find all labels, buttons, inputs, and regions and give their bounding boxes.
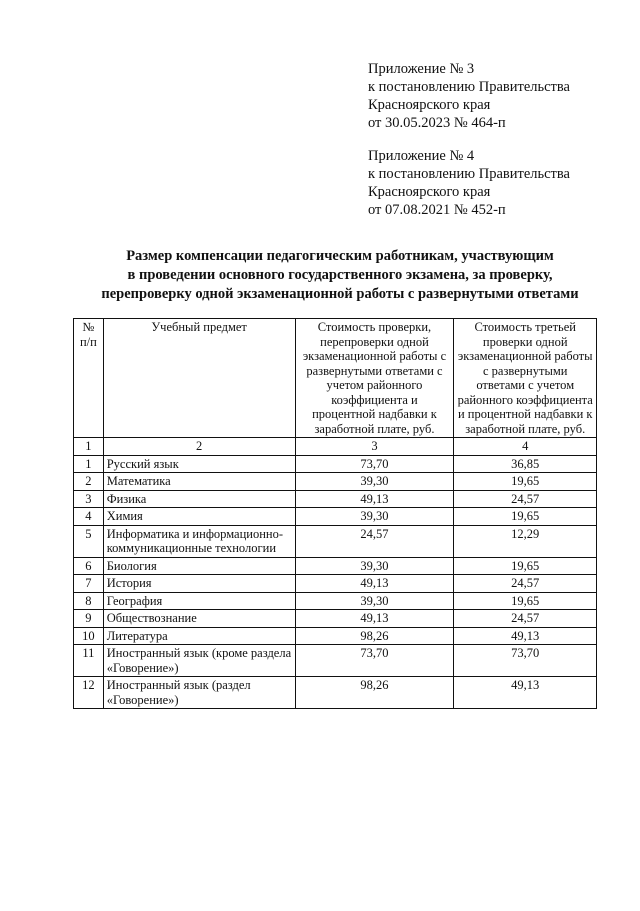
row-third-check-cost: 19,65 — [454, 473, 597, 491]
row-subject: Иностранный язык (кроме раздела «Говорение») — [103, 645, 295, 677]
row-number: 8 — [74, 592, 104, 610]
table-row — [74, 645, 597, 677]
appendix-line: Приложение № 3 — [368, 61, 475, 77]
header-third-check-cost: Стоимость третьей проверки одной экзаменационной работы с развернутыми ответами с учетом районного коэффициента и процентной надбавки к заработной плате, руб. — [454, 319, 597, 438]
row-check-cost: 73,70 — [295, 455, 454, 473]
table-row — [74, 677, 597, 709]
row-third-check-cost: 49,13 — [454, 677, 597, 709]
row-check-cost: 98,26 — [295, 627, 454, 645]
appendix-line: от 30.05.2023 № 464-п — [368, 115, 506, 131]
row-third-check-cost: 12,29 — [454, 525, 597, 557]
row-check-cost: 49,13 — [295, 490, 454, 508]
title-line: в проведении основного государственного экзамена, за проверку, — [127, 267, 553, 283]
column-number: 2 — [103, 438, 295, 456]
row-number: 11 — [74, 645, 104, 677]
header-number: № п/п — [74, 319, 104, 438]
row-check-cost: 39,30 — [295, 508, 454, 526]
title-line: Размер компенсации педагогическим работникам, участвующим — [126, 248, 554, 264]
row-third-check-cost: 36,85 — [454, 455, 597, 473]
row-subject: География — [103, 592, 295, 610]
appendix-line: к постановлению Правительства — [368, 166, 570, 182]
row-number: 9 — [74, 610, 104, 628]
row-check-cost: 39,30 — [295, 592, 454, 610]
table-header-row — [74, 319, 597, 438]
row-third-check-cost: 24,57 — [454, 610, 597, 628]
compensation-table — [73, 318, 597, 709]
row-subject: Математика — [103, 473, 295, 491]
row-check-cost: 39,30 — [295, 557, 454, 575]
row-subject: История — [103, 575, 295, 593]
row-third-check-cost: 19,65 — [454, 592, 597, 610]
row-subject: Биология — [103, 557, 295, 575]
appendix-4-header — [368, 147, 570, 219]
document-title — [60, 247, 620, 304]
appendix-3-header — [368, 60, 570, 132]
row-third-check-cost: 73,70 — [454, 645, 597, 677]
column-number: 3 — [295, 438, 454, 456]
row-subject: Литература — [103, 627, 295, 645]
row-subject: Обществознание — [103, 610, 295, 628]
row-subject: Химия — [103, 508, 295, 526]
table-row — [74, 592, 597, 610]
header-check-cost: Стоимость проверки, перепроверки одной экзаменационной работы с развернутыми ответами с учетом районного коэффициента и процентной надбавки к заработной плате, руб. — [295, 319, 454, 438]
row-check-cost: 39,30 — [295, 473, 454, 491]
appendix-line: к постановлению Правительства — [368, 79, 570, 95]
row-third-check-cost: 24,57 — [454, 575, 597, 593]
title-line: перепроверку одной экзаменационной работы с развернутыми ответами — [101, 286, 579, 302]
row-subject: Информатика и информационно-коммуникационные технологии — [103, 525, 295, 557]
column-number: 4 — [454, 438, 597, 456]
appendix-line: Красноярского края — [368, 97, 491, 113]
row-third-check-cost: 19,65 — [454, 557, 597, 575]
table-row — [74, 525, 597, 557]
row-check-cost: 24,57 — [295, 525, 454, 557]
appendix-line: Красноярского края — [368, 184, 491, 200]
table-row — [74, 473, 597, 491]
row-number: 6 — [74, 557, 104, 575]
row-subject: Русский язык — [103, 455, 295, 473]
row-number: 4 — [74, 508, 104, 526]
row-number: 2 — [74, 473, 104, 491]
row-check-cost: 73,70 — [295, 645, 454, 677]
table-row — [74, 490, 597, 508]
table-row — [74, 455, 597, 473]
column-number: 1 — [74, 438, 104, 456]
appendix-line: Приложение № 4 — [368, 148, 475, 164]
row-number: 3 — [74, 490, 104, 508]
table-row — [74, 557, 597, 575]
row-number: 5 — [74, 525, 104, 557]
row-third-check-cost: 19,65 — [454, 508, 597, 526]
row-number: 1 — [74, 455, 104, 473]
table-row — [74, 508, 597, 526]
row-check-cost: 98,26 — [295, 677, 454, 709]
header-subject: Учебный предмет — [103, 319, 295, 438]
column-number-row — [74, 438, 597, 456]
row-check-cost: 49,13 — [295, 575, 454, 593]
row-subject: Физика — [103, 490, 295, 508]
table-row — [74, 610, 597, 628]
row-number: 12 — [74, 677, 104, 709]
row-subject: Иностранный язык (раздел «Говорение») — [103, 677, 295, 709]
row-check-cost: 49,13 — [295, 610, 454, 628]
table-row — [74, 627, 597, 645]
table-row — [74, 575, 597, 593]
row-third-check-cost: 24,57 — [454, 490, 597, 508]
row-number: 10 — [74, 627, 104, 645]
row-number: 7 — [74, 575, 104, 593]
row-third-check-cost: 49,13 — [454, 627, 597, 645]
appendix-line: от 07.08.2021 № 452-п — [368, 202, 506, 218]
